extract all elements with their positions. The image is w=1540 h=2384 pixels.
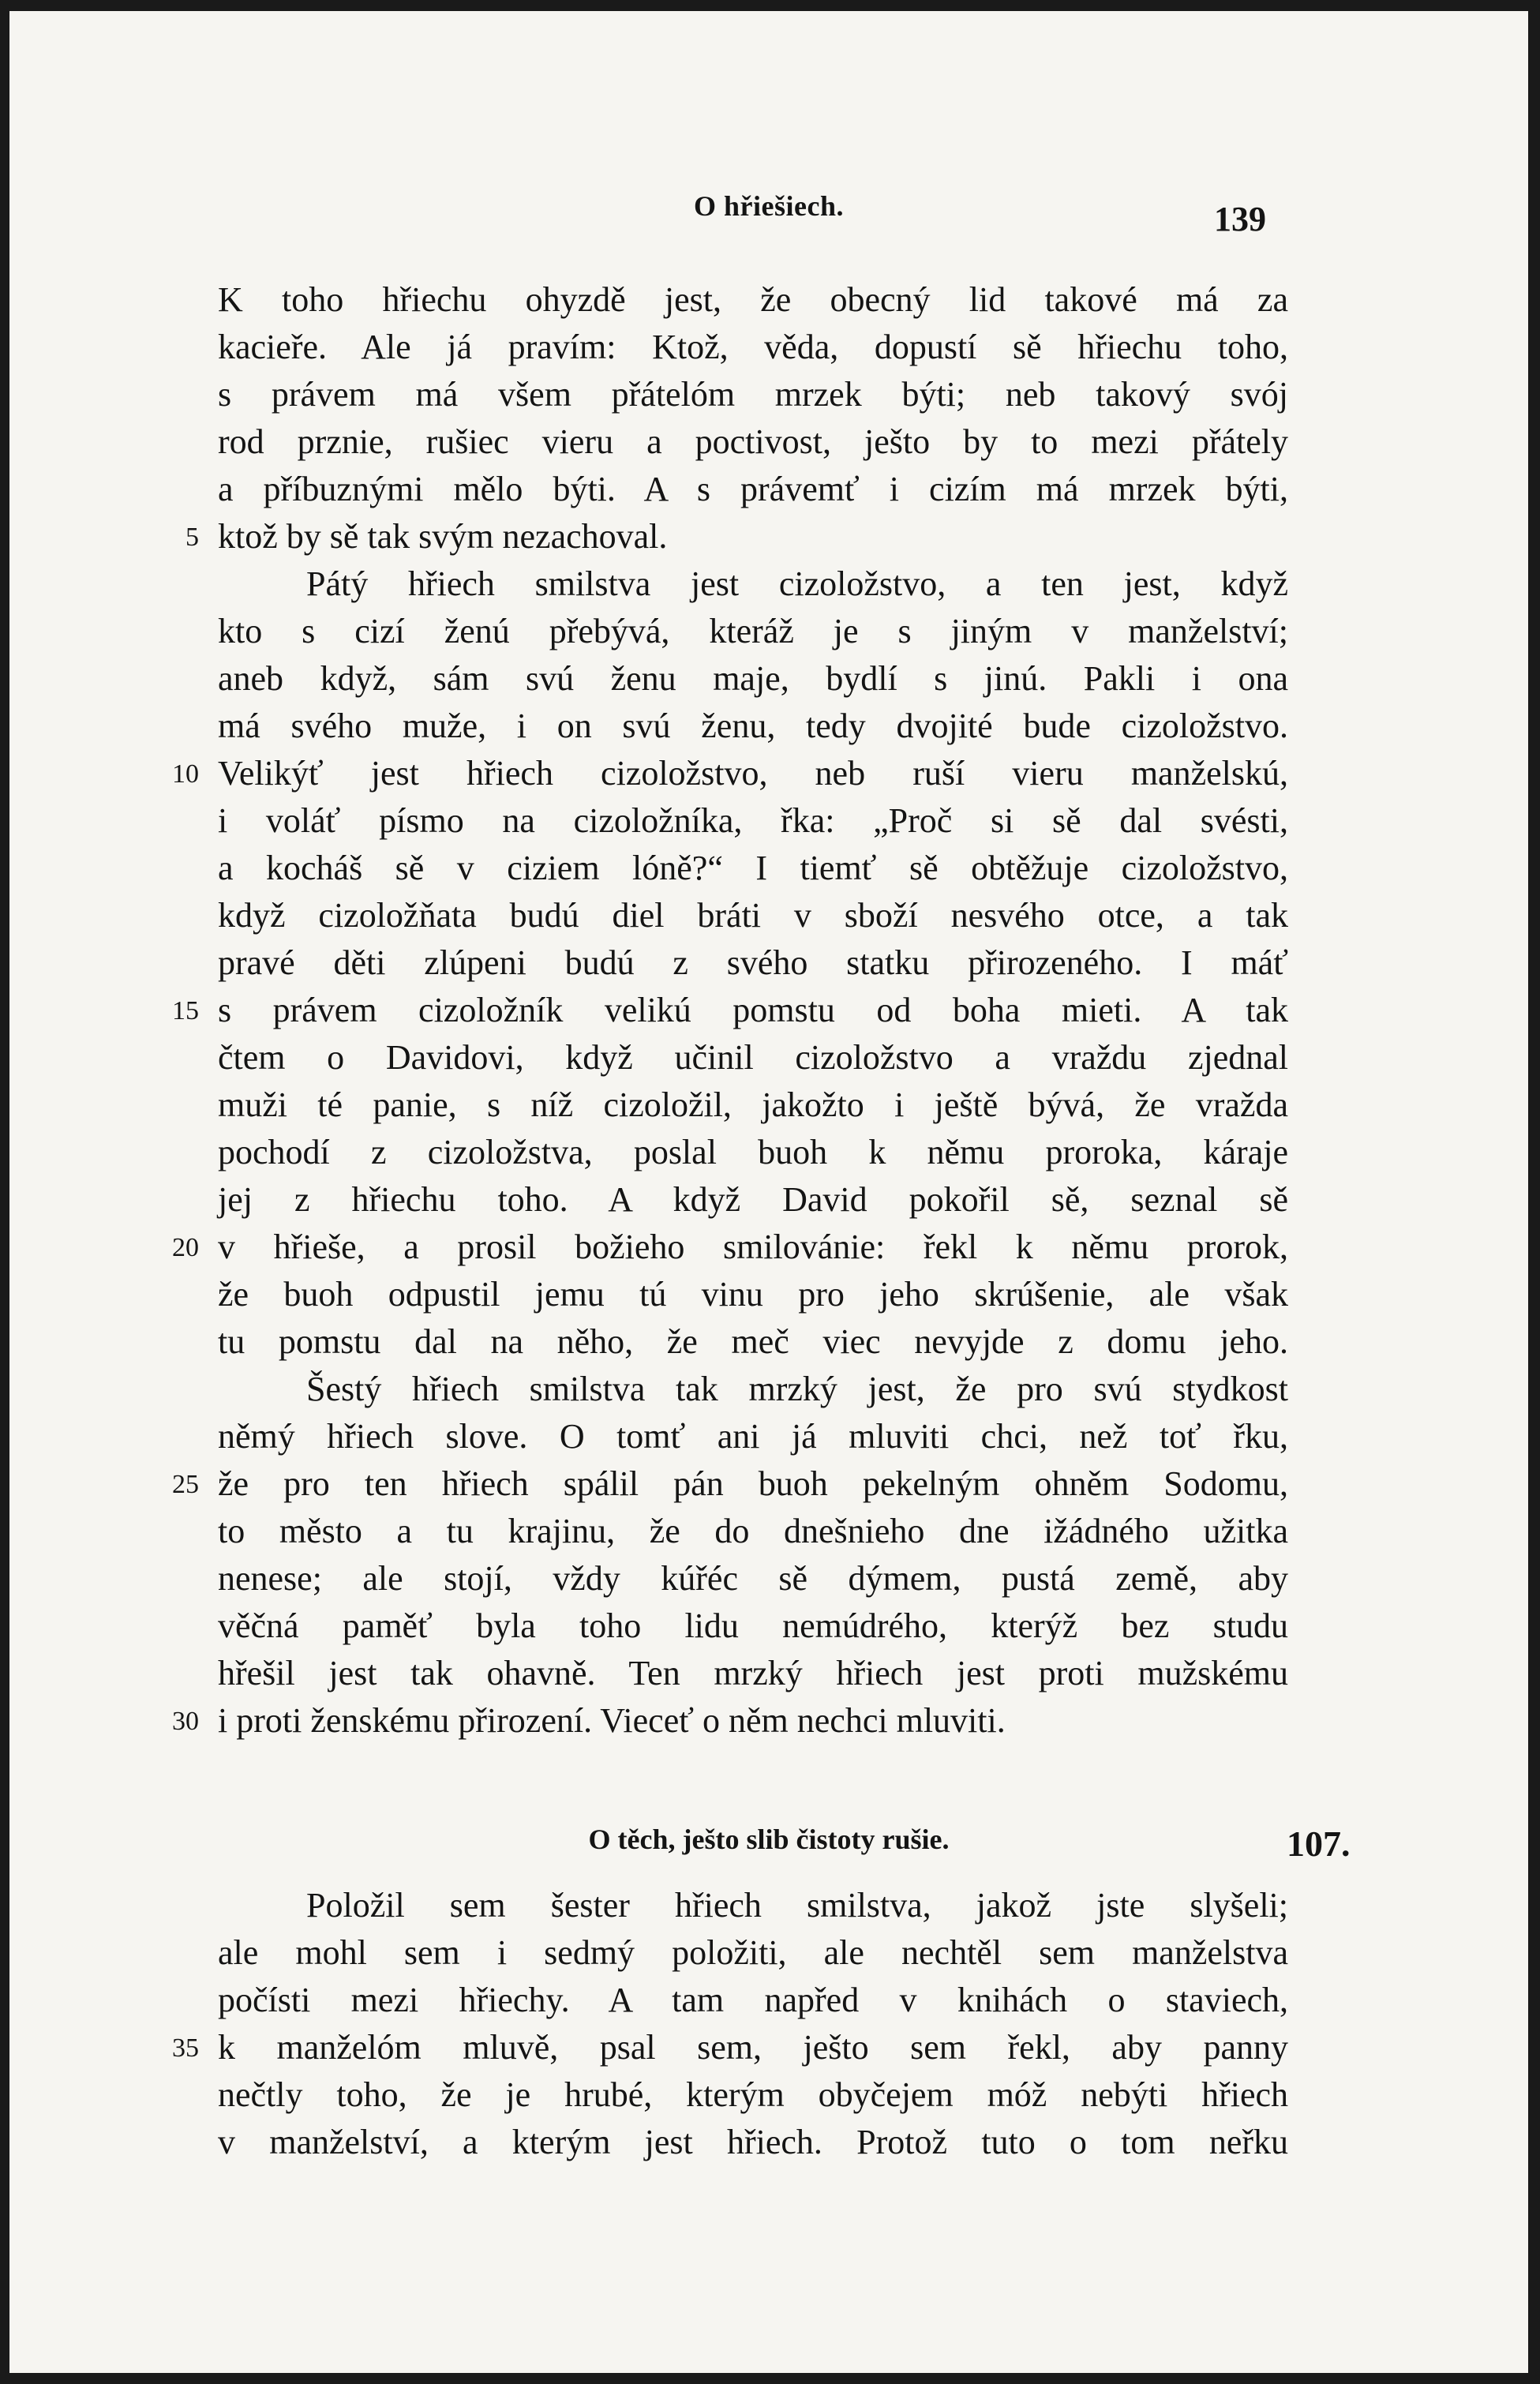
line-number: 20 — [172, 1233, 199, 1262]
text-line: pochodí z cizoložstva, poslal buoh k němu proroka, káraje — [218, 1133, 1288, 1171]
text-line: v manželství, a kterým jest hřiech. Protož tuto o tom neřku — [218, 2123, 1288, 2161]
text-line: v hřieše, a prosil božieho smilovánie: řekl k němu prorok, — [218, 1228, 1288, 1266]
text-line: že pro ten hřiech spálil pán buoh pekelným ohněm Sodomu, — [218, 1464, 1288, 1503]
text-line: Šestý hřiech smilstva tak mrzký jest, že pro svú stydkost — [306, 1370, 1288, 1408]
text-line: aneb když, sám svú ženu maje, bydlí s jinú. Pakli i ona — [218, 659, 1288, 698]
running-head: O hřiešiech. — [694, 190, 844, 222]
text-line: nenese; ale stojí, vždy kúřéc sě dýmem, pustá země, aby — [218, 1559, 1288, 1598]
text-line: i proti ženskému přirození. Vieceť o něm nechci mluviti. — [218, 1701, 1006, 1740]
page-header — [9, 185, 1528, 238]
section-heading: O těch, ješto slib čistoty rušie. — [588, 1824, 950, 1855]
text-line: to město a tu krajinu, že do dnešnieho dne ižádného užitka — [218, 1512, 1288, 1550]
text-line: že buoh odpustil jemu tú vinu pro jeho skrúšenie, ale však — [218, 1275, 1288, 1314]
text-line: pravé děti zlúpeni budú z svého statku přirozeného. I máť — [218, 943, 1288, 982]
text-line: kacieře. Ale já pravím: Ktož, věda, dopustí sě hřiechu toho, — [218, 328, 1288, 366]
text-line: s právem má všem přátelóm mrzek býti; neb takový svój — [218, 375, 1288, 414]
text-line: a příbuznými mělo býti. A s právemť i cizím má mrzek býti, — [218, 470, 1288, 508]
text-line: nečtly toho, že je hrubé, kterým obyčejem móž nebýti hřiech — [218, 2075, 1288, 2114]
book-page — [9, 11, 1528, 2373]
text-line: němý hřiech slove. O tomť ani já mluviti chci, než toť řku, — [218, 1417, 1288, 1456]
text-line: ale mohl sem i sedmý položiti, ale nechtěl sem manželstva — [218, 1933, 1288, 1972]
text-line: ktož by sě tak svým nezachoval. — [218, 517, 668, 556]
text-line: a kocháš sě v ciziem lóně?“ I tiemť sě obtěžuje cizoložstvo, — [218, 849, 1288, 887]
line-number: 15 — [172, 996, 199, 1025]
marginal-number: 107. — [1287, 1824, 1351, 1864]
line-number: 10 — [172, 759, 199, 789]
line-number: 25 — [172, 1470, 199, 1499]
text-line: K toho hřiechu ohyzdě jest, že obecný lid takové má za — [218, 280, 1288, 319]
line-number: 35 — [172, 2034, 199, 2063]
text-line: tu pomstu dal na něho, že meč viec nevyjde z domu jeho. — [218, 1322, 1288, 1361]
line-number: 30 — [172, 1707, 199, 1736]
text-line: jej z hřiechu toho. A když David pokořil sě, seznal sě — [218, 1180, 1288, 1219]
text-line: věčná paměť byla toho lidu nemúdrého, kterýž bez studu — [218, 1606, 1288, 1645]
text-line: má svého muže, i on svú ženu, tedy dvojité bude cizoložstvo. — [218, 707, 1288, 745]
text-line: počísti mezi hřiechy. A tam napřed v knihách o staviech, — [218, 1981, 1288, 2019]
text-line: s právem cizoložník velikú pomstu od boha mieti. A tak — [218, 991, 1288, 1029]
text-line: rod prznie, rušiec vieru a poctivost, ješto by to mezi přátely — [218, 422, 1288, 461]
line-number: 5 — [185, 523, 199, 552]
text-line: čtem o Davidovi, když učinil cizoložstvo a vraždu zjednal — [218, 1038, 1288, 1077]
text-line: muži té panie, s níž cizoložil, jakožto i ještě bývá, že vražda — [218, 1085, 1288, 1124]
text-line: Pátý hřiech smilstva jest cizoložstvo, a ten jest, když — [306, 564, 1288, 603]
text-line: i voláť písmo na cizoložníka, řka: „Proč si sě dal svésti, — [218, 801, 1288, 840]
text-line: kto s cizí ženú přebývá, kteráž je s jiným v manželství; — [218, 612, 1288, 650]
text-line: Položil sem šester hřiech smilstva, jakož jste slyšeli; — [306, 1886, 1288, 1925]
text-line: k manželóm mluvě, psal sem, ješto sem řekl, aby panny — [218, 2028, 1288, 2067]
text-line: Velikýť jest hřiech cizoložstvo, neb ruší vieru manželskú, — [218, 754, 1288, 793]
text-line: hřešil jest tak ohavně. Ten mrzký hřiech jest proti mužskému — [218, 1654, 1288, 1692]
page-number: 139 — [1214, 200, 1266, 238]
text-line: když cizoložňata budú diel bráti v sboží nesvého otce, a tak — [218, 896, 1288, 935]
